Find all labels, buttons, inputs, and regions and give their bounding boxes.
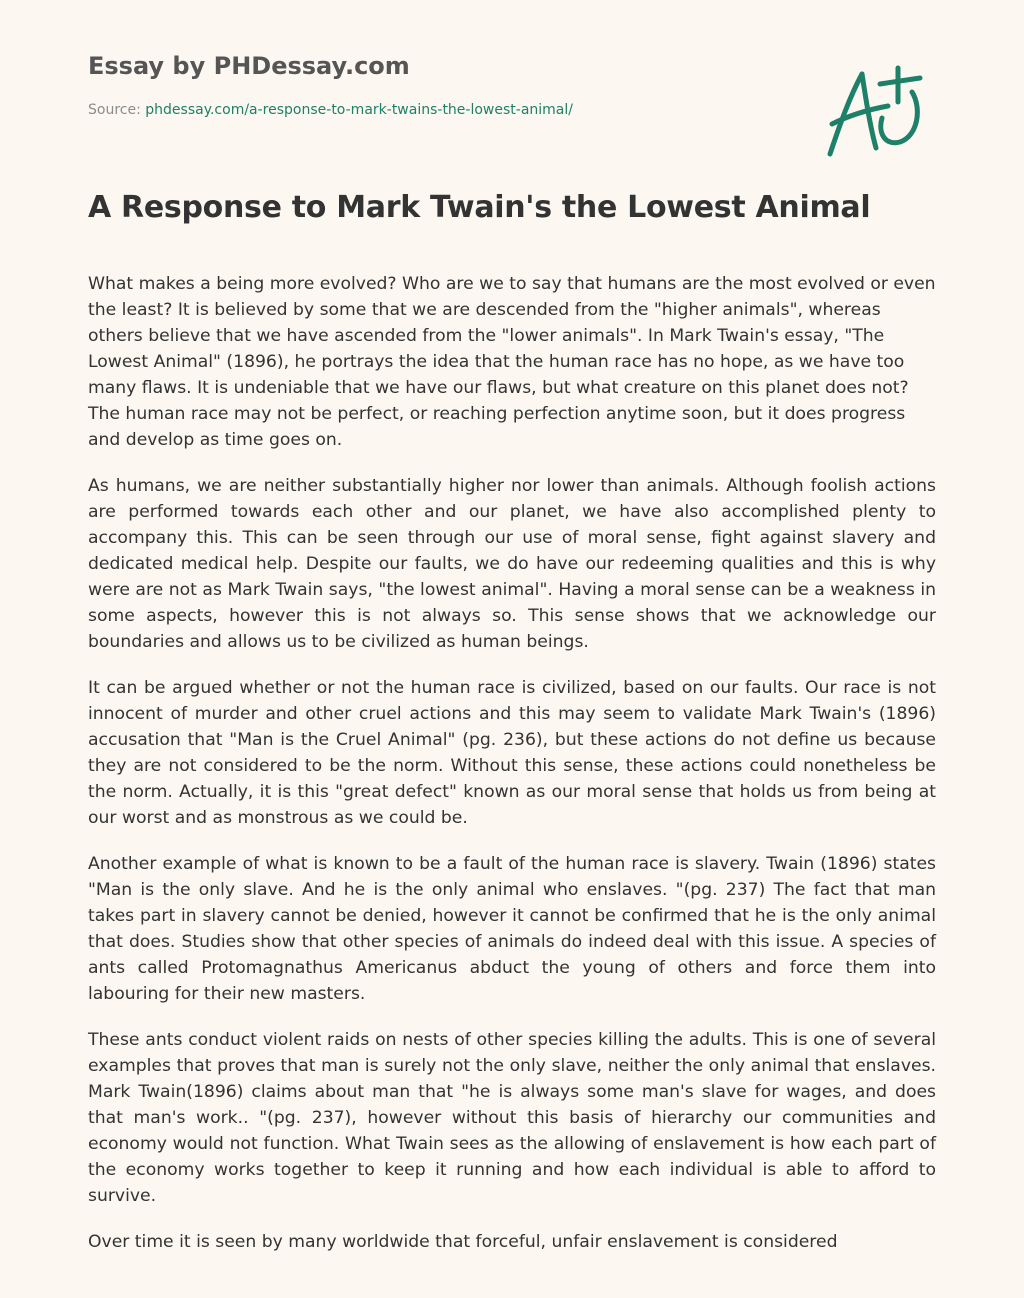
- source-line: [88, 102, 573, 118]
- source-link[interactable]: phdessay.com/a-response-to-mark-twains-the-lowest-animal/: [145, 102, 573, 118]
- paragraph: Another example of what is known to be a fault of the human race is slavery. Twain (1896) states "Man is the only slave. And he is the only animal who enslaves. "(pg. 237) The fact that man takes part in slavery cannot be denied, however it cannot be confirmed that he is the only animal that does. Studies show that other species of animals do indeed deal with this issue. A species of ants called Protomagnathus Americanus abduct the young of others and force them into labouring for their new masters.: [88, 854, 936, 1004]
- paragraph: It can be argued whether or not the human race is civilized, based on our faults. Our race is not innocent of murder and other cruel actions and this may seem to validate Mark Twain's (1896) accusation that "Man is the Cruel Animal" (pg. 236), but these actions do not define us because they are not considered to be the norm. Without this sense, these actions could nonetheless be the norm. Actually, it is this "great defect" known as our moral sense that holds us from being at our worst and as monstrous as we could be.: [88, 678, 936, 828]
- a-plus-logo-icon: [818, 62, 930, 162]
- paragraph: What makes a being more evolved? Who are we to say that humans are the most evolved or even the least? It is believed by some that we are descended from the "higher animals", whereas others believe that we have ascended from the "lower animals". In Mark Twain's essay, "The Lowest Animal" (1896), he portrays the idea that the human race has no hope, as we have too many flaws. It is undeniable that we have our flaws, but what creature on this planet does not? The human race may not be perfect, or reaching perfection anytime soon, but it does progress and develop as time goes on.: [88, 274, 936, 450]
- paragraph: These ants conduct violent raids on nests of other species killing the adults. This is one of several examples that proves that man is surely not the only slave, neither the only animal that enslaves. Mark Twain(1896) claims about man that "he is always some man's slave for wages, and does that man's work.. "(pg. 237), however without this basis of hierarchy our communities and economy would not function. What Twain sees as the allowing of enslavement is how each part of the economy works together to keep it running and how each individual is able to afford to survive.: [88, 1030, 936, 1206]
- essay-title: A Response to Mark Twain's the Lowest Animal: [88, 190, 871, 225]
- essay-body: [88, 271, 936, 1275]
- source-label: Source:: [88, 102, 146, 118]
- paragraph: As humans, we are neither substantially higher nor lower than animals. Although foolish actions are performed towards each other and our planet, we have also accomplished plenty to accompany this. This can be seen through our use of moral sense, fight against slavery and dedicated medical help. Despite our faults, we do have our redeeming qualities and this is why were are not as Mark Twain says, "the lowest animal". Having a moral sense can be a weakness in some aspects, however this is not always so. This sense shows that we acknowledge our boundaries and allows us to be civilized as human beings.: [88, 476, 936, 652]
- site-brand: Essay by PHDessay.com: [88, 52, 410, 80]
- paragraph: Over time it is seen by many worldwide that forceful, unfair enslavement is considered: [88, 1232, 838, 1252]
